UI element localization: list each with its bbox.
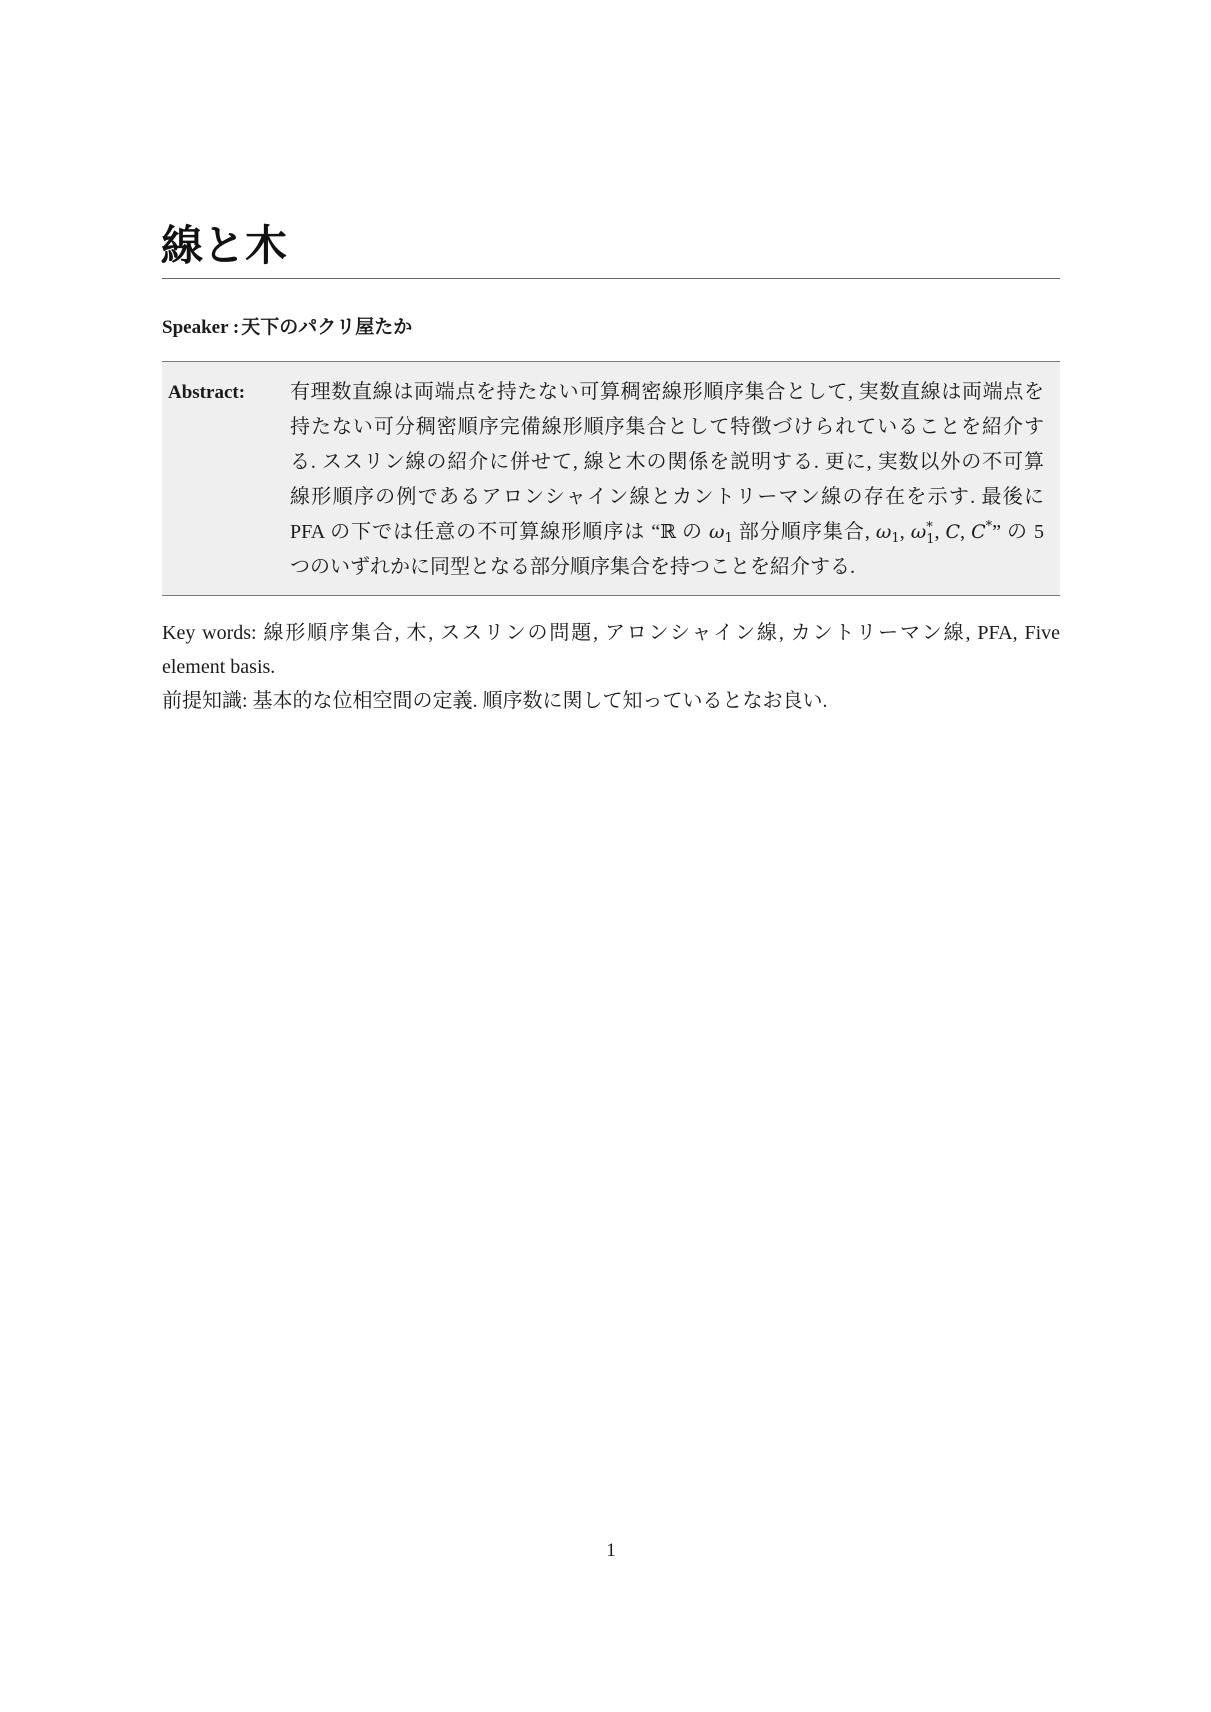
speaker-label: Speaker : (162, 317, 240, 338)
reals-symbol: ℝ (660, 521, 676, 543)
abstract-line: 持たない可分稠密順序完備線形順序集合として特徴づけられていることを紹介す (290, 416, 1044, 438)
title-rule (162, 278, 1060, 279)
abstract-line: つのいずれかに同型となる部分順序集合を持つことを紹介する. (290, 556, 855, 578)
keywords-line: Key words: 線形順序集合, 木, ススリンの問題, アロンシャイン線, カントリーマン線, PFA, Five (162, 622, 1060, 644)
prerequisites-line: 前提知識: 基本的な位相空間の定義. 順序数に関して知っているとなお良い. (162, 690, 828, 712)
omega-symbol: ω (875, 521, 892, 543)
omega-symbol: ω (709, 521, 725, 543)
abstract-line: 線形順序の例であるアロンシャイン線とカントリーマン線の存在を示す. 最後に (290, 486, 1044, 508)
abstract-box (162, 361, 1060, 596)
abstract-label: Abstract: (168, 382, 246, 403)
abstract-line: 有理数直線は両端点を持たない可算稠密線形順序集合として, 実数直線は両端点を (290, 381, 1044, 403)
c-symbol: C (945, 521, 961, 543)
keywords-line: element basis. (162, 656, 276, 678)
math-separator: , (899, 521, 911, 543)
speaker-name: 天下のパクリ屋たか (241, 316, 413, 338)
math-separator: , (960, 521, 972, 543)
keywords-block (162, 616, 1060, 718)
math-line-text: 部分順序集合, (732, 521, 876, 543)
omega-subscript: 1 (724, 531, 733, 546)
math-line-text: ” の 5 (992, 521, 1045, 543)
star-superscript: * (926, 520, 933, 535)
abstract-line-math (290, 515, 1044, 550)
math-line-text: の (675, 521, 710, 543)
omega-symbol: ω (910, 521, 927, 543)
page-number: 1 (606, 1540, 616, 1561)
omega-subscript: 1 (926, 532, 935, 547)
abstract-text (290, 375, 1044, 585)
math-separator: , (934, 521, 946, 543)
c-symbol: C (971, 521, 986, 543)
speaker-line (162, 312, 412, 343)
math-line-text: PFA の下では任意の不可算線形順序は “ (290, 521, 661, 543)
star-superscript: * (985, 519, 993, 534)
abstract-line: る. ススリン線の紹介に併せて, 線と木の関係を説明する. 更に, 実数以外の不可算 (290, 451, 1044, 473)
talk-title: 線と木 (161, 221, 288, 270)
omega-subscript: 1 (891, 531, 900, 546)
